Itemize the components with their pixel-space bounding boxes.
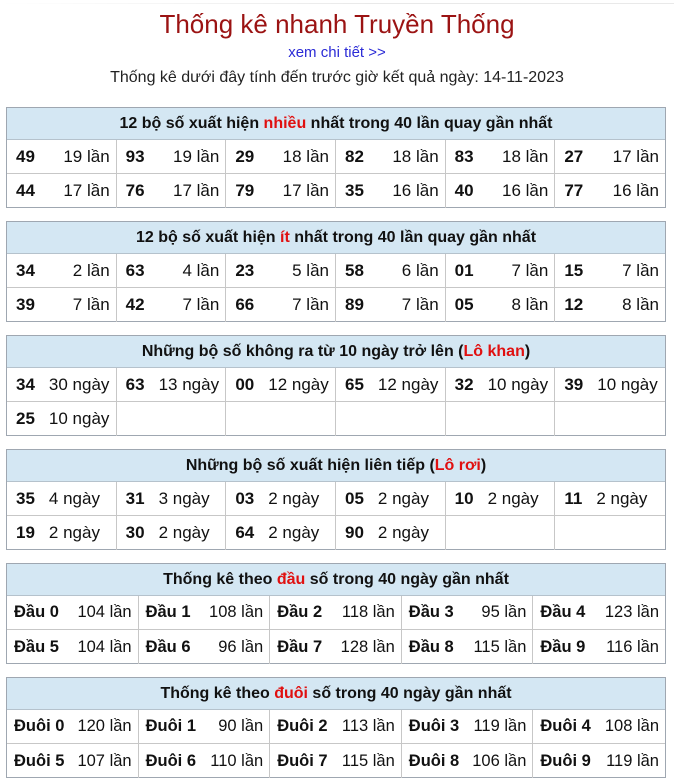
stat-value: 17 lần bbox=[63, 181, 110, 200]
stat-cell bbox=[336, 368, 446, 402]
heading-text: số trong 40 ngày gần nhất bbox=[305, 571, 509, 588]
stat-value: 17 lần bbox=[282, 181, 329, 200]
stat-key: Đầu 8 bbox=[408, 637, 454, 656]
stat-value: 90 lần bbox=[218, 717, 264, 735]
stat-key: Đuôi 0 bbox=[14, 717, 65, 735]
stat-key: 83 bbox=[454, 146, 474, 166]
heading-text: Thống kê theo bbox=[163, 571, 277, 588]
stat-value: 7 lần bbox=[182, 295, 220, 314]
table-heading bbox=[7, 108, 665, 140]
stat-value: 7 lần bbox=[401, 295, 439, 314]
stat-value: 19 lần bbox=[173, 146, 220, 166]
stat-value: 2 ngày bbox=[158, 523, 210, 542]
stat-value: 12 ngày bbox=[377, 374, 439, 394]
stat-cell bbox=[226, 368, 336, 402]
stats-grid bbox=[7, 140, 665, 208]
stat-cell bbox=[446, 140, 556, 174]
stat-key: 63 bbox=[125, 260, 145, 280]
stat-key: 05 bbox=[454, 295, 474, 314]
stat-key: 93 bbox=[125, 146, 145, 166]
stat-key: Đuôi 4 bbox=[540, 717, 591, 735]
stats-table-lo-roi bbox=[6, 449, 666, 550]
stat-cell bbox=[270, 710, 402, 744]
stats-table-least bbox=[6, 221, 666, 322]
stat-cell bbox=[7, 516, 117, 550]
stat-key: 29 bbox=[235, 146, 255, 166]
stat-cell bbox=[7, 288, 117, 322]
stat-value: 2 ngày bbox=[48, 523, 100, 542]
page-header bbox=[0, 0, 674, 89]
stat-cell bbox=[7, 482, 117, 516]
table-heading bbox=[7, 564, 665, 596]
stat-value: 108 lần bbox=[209, 603, 264, 621]
stat-key: 12 bbox=[564, 295, 584, 314]
stat-cell bbox=[117, 254, 227, 288]
stat-key: 23 bbox=[235, 260, 255, 280]
stat-value: 128 lần bbox=[340, 637, 395, 656]
stat-key: 35 bbox=[16, 488, 35, 508]
stat-cell bbox=[139, 596, 271, 630]
stat-cell bbox=[555, 402, 665, 436]
stat-cell bbox=[336, 174, 446, 208]
stat-cell bbox=[555, 174, 665, 208]
stat-value: 30 ngày bbox=[48, 374, 110, 394]
stat-cell bbox=[226, 402, 336, 436]
stat-cell bbox=[555, 288, 665, 322]
stat-cell bbox=[139, 630, 271, 664]
table-heading bbox=[7, 336, 665, 368]
page-title: Thống kê nhanh Truyền Thống bbox=[159, 9, 515, 39]
stats-grid bbox=[7, 368, 665, 436]
stat-cell bbox=[7, 368, 117, 402]
stat-cell bbox=[336, 482, 446, 516]
stat-cell bbox=[226, 288, 336, 322]
heading-text: Thống kê theo bbox=[160, 685, 275, 702]
stat-key: Đuôi 6 bbox=[145, 751, 197, 770]
stat-cell bbox=[7, 710, 139, 744]
stat-key: 30 bbox=[125, 523, 145, 542]
stat-key: Đuôi 3 bbox=[408, 717, 460, 735]
stat-key: Đuôi 2 bbox=[277, 717, 328, 735]
stat-value: 17 lần bbox=[612, 146, 659, 166]
heading-text: nhất trong 40 lần quay gần nhất bbox=[289, 229, 537, 246]
stat-value: 119 lần bbox=[473, 717, 527, 735]
heading-text: 12 bộ số xuất hiện bbox=[119, 115, 264, 132]
stat-key: Đầu 0 bbox=[14, 603, 59, 621]
stat-key: 77 bbox=[564, 181, 584, 200]
heading-highlight: đuôi bbox=[274, 685, 308, 702]
stat-key: 39 bbox=[564, 374, 584, 394]
stat-cell bbox=[555, 482, 665, 516]
stat-cell bbox=[7, 174, 117, 208]
stat-key: Đầu 5 bbox=[14, 637, 59, 656]
stat-cell bbox=[117, 402, 227, 436]
stats-table-dau bbox=[6, 563, 666, 664]
stat-cell bbox=[336, 402, 446, 436]
stat-cell bbox=[117, 140, 227, 174]
stat-value: 8 lần bbox=[511, 295, 549, 314]
stat-value: 6 lần bbox=[401, 260, 439, 280]
table-heading bbox=[7, 450, 665, 482]
heading-text: Những bộ số xuất hiện liên tiếp ( bbox=[185, 457, 435, 474]
stat-key: 49 bbox=[16, 146, 35, 166]
stat-value: 18 lần bbox=[392, 146, 439, 166]
stat-value: 10 ngày bbox=[48, 409, 110, 428]
stat-value: 119 lần bbox=[606, 751, 659, 770]
stats-table-lo-khan bbox=[6, 335, 666, 436]
stat-key: Đầu 7 bbox=[277, 637, 323, 656]
stat-cell bbox=[446, 482, 556, 516]
heading-text: ) bbox=[480, 457, 487, 474]
stat-cell bbox=[533, 744, 665, 778]
stat-cell bbox=[7, 402, 117, 436]
stat-cell bbox=[117, 482, 227, 516]
stat-key: 27 bbox=[564, 146, 584, 166]
stat-cell bbox=[139, 744, 271, 778]
stat-key: 34 bbox=[16, 260, 35, 280]
stat-cell bbox=[226, 174, 336, 208]
stat-cell bbox=[446, 516, 556, 550]
stat-value: 4 lần bbox=[182, 260, 220, 280]
stat-value: 18 lần bbox=[502, 146, 549, 166]
stat-value: 120 lần bbox=[77, 717, 132, 735]
stat-value: 16 lần bbox=[392, 181, 439, 200]
stat-cell bbox=[270, 744, 402, 778]
stat-key: 90 bbox=[344, 523, 364, 542]
stat-value: 12 ngày bbox=[268, 374, 329, 394]
stat-key: Đuôi 8 bbox=[408, 751, 460, 770]
stat-cell bbox=[402, 596, 534, 630]
stat-value: 2 ngày bbox=[596, 488, 648, 508]
stat-value: 2 ngày bbox=[487, 488, 539, 508]
stat-value: 8 lần bbox=[622, 295, 659, 314]
stat-key: 44 bbox=[16, 181, 35, 200]
stat-key: 10 bbox=[454, 488, 474, 508]
stat-cell bbox=[7, 630, 139, 664]
stats-grid bbox=[7, 596, 665, 664]
stat-value: 5 lần bbox=[292, 260, 329, 280]
table-heading bbox=[7, 678, 665, 710]
stat-cell bbox=[7, 140, 117, 174]
stat-cell bbox=[336, 516, 446, 550]
stat-key: 34 bbox=[16, 374, 35, 394]
heading-highlight: Lô rơi bbox=[434, 457, 481, 474]
stat-value: 18 lần bbox=[282, 146, 329, 166]
stat-key: 39 bbox=[16, 295, 35, 314]
stat-value: 17 lần bbox=[173, 181, 220, 200]
page-subtitle: Thống kê dưới đây tính đến trước giờ kết quả ngày: 14-11-2023 bbox=[110, 69, 564, 86]
stat-cell bbox=[533, 596, 665, 630]
stat-value: 96 lần bbox=[218, 637, 264, 656]
stat-key: Đầu 9 bbox=[540, 637, 586, 656]
stat-value: 116 lần bbox=[606, 637, 659, 656]
stat-cell bbox=[7, 744, 139, 778]
stat-cell bbox=[446, 174, 556, 208]
stat-key: 32 bbox=[454, 374, 474, 394]
stat-value: 108 lần bbox=[604, 717, 659, 735]
stat-cell bbox=[270, 596, 402, 630]
stat-cell bbox=[533, 710, 665, 744]
stat-value: 2 ngày bbox=[268, 488, 320, 508]
stat-key: 05 bbox=[344, 488, 364, 508]
heading-text: ) bbox=[524, 343, 531, 360]
stat-value: 10 ngày bbox=[597, 374, 658, 394]
stat-key: 82 bbox=[344, 146, 364, 166]
stat-key: Đuôi 7 bbox=[277, 751, 328, 770]
stat-cell bbox=[117, 368, 227, 402]
stat-cell bbox=[336, 254, 446, 288]
stat-value: 4 ngày bbox=[48, 488, 100, 508]
stat-value: 7 lần bbox=[622, 260, 659, 280]
stat-cell bbox=[402, 630, 534, 664]
stat-key: Đầu 6 bbox=[145, 637, 191, 656]
stat-value: 16 lần bbox=[502, 181, 549, 200]
stat-key: 58 bbox=[344, 260, 364, 280]
stat-value: 7 lần bbox=[511, 260, 549, 280]
stat-value: 2 ngày bbox=[377, 523, 429, 542]
table-heading bbox=[7, 222, 665, 254]
stat-cell bbox=[402, 710, 534, 744]
stat-cell bbox=[446, 368, 556, 402]
stat-key: Đầu 3 bbox=[408, 603, 454, 621]
stat-key: Đầu 1 bbox=[145, 603, 191, 621]
stat-cell bbox=[117, 174, 227, 208]
stat-key: 11 bbox=[564, 488, 583, 508]
heading-text: 12 bộ số xuất hiện bbox=[135, 229, 280, 246]
stat-key: 25 bbox=[16, 409, 35, 428]
stat-key: 64 bbox=[235, 523, 255, 542]
stat-value: 107 lần bbox=[77, 751, 132, 770]
stat-value: 2 ngày bbox=[268, 523, 320, 542]
stat-key: Đuôi 9 bbox=[540, 751, 591, 770]
stat-value: 104 lần bbox=[77, 637, 132, 656]
stat-cell bbox=[7, 254, 117, 288]
stat-cell bbox=[336, 140, 446, 174]
stat-key: 89 bbox=[344, 295, 364, 314]
stat-value: 13 ngày bbox=[158, 374, 220, 394]
heading-highlight: nhiều bbox=[263, 115, 307, 132]
stat-key: 01 bbox=[454, 260, 474, 280]
stats-grid bbox=[7, 482, 665, 550]
stat-cell bbox=[7, 596, 139, 630]
stat-value: 19 lần bbox=[63, 146, 110, 166]
stat-key: 19 bbox=[16, 523, 35, 542]
heading-highlight: Lô khan bbox=[463, 343, 525, 360]
stat-cell bbox=[555, 254, 665, 288]
stat-key: 65 bbox=[344, 374, 364, 394]
stat-cell bbox=[226, 254, 336, 288]
stat-cell bbox=[533, 630, 665, 664]
stat-cell bbox=[226, 482, 336, 516]
stat-cell bbox=[336, 288, 446, 322]
stat-value: 10 ngày bbox=[487, 374, 549, 394]
stat-key: 76 bbox=[125, 181, 145, 200]
stat-key: Đuôi 1 bbox=[145, 717, 197, 735]
stats-table-most bbox=[6, 107, 666, 208]
heading-text: nhất trong 40 lần quay gần nhất bbox=[306, 115, 553, 132]
stat-value: 123 lần bbox=[604, 603, 659, 621]
stat-cell bbox=[226, 140, 336, 174]
stat-key: 31 bbox=[125, 488, 145, 508]
stat-value: 2 ngày bbox=[377, 488, 429, 508]
stat-key: 15 bbox=[564, 260, 584, 280]
heading-text: số trong 40 ngày gần nhất bbox=[307, 685, 512, 702]
stat-value: 2 lần bbox=[72, 260, 110, 280]
stat-value: 115 lần bbox=[473, 637, 527, 656]
stat-key: Đầu 4 bbox=[540, 603, 586, 621]
stat-value: 115 lần bbox=[341, 751, 395, 770]
stat-cell bbox=[555, 516, 665, 550]
stat-value: 113 lần bbox=[341, 717, 395, 735]
stat-cell bbox=[270, 630, 402, 664]
stat-cell bbox=[446, 402, 556, 436]
stat-cell bbox=[555, 140, 665, 174]
stat-value: 110 lần bbox=[210, 751, 264, 770]
stat-cell bbox=[117, 516, 227, 550]
stat-value: 104 lần bbox=[77, 603, 132, 621]
stat-cell bbox=[402, 744, 534, 778]
stat-key: Đuôi 5 bbox=[14, 751, 65, 770]
stat-value: 106 lần bbox=[472, 751, 527, 770]
stat-cell bbox=[446, 288, 556, 322]
stat-cell bbox=[555, 368, 665, 402]
stats-grid bbox=[7, 710, 665, 778]
stat-key: 42 bbox=[125, 295, 145, 314]
stat-key: 35 bbox=[344, 181, 364, 200]
stat-key: 03 bbox=[235, 488, 255, 508]
stat-key: 00 bbox=[235, 374, 255, 394]
stat-key: 66 bbox=[235, 295, 255, 314]
stat-value: 118 lần bbox=[341, 603, 395, 621]
stat-key: 63 bbox=[125, 374, 145, 394]
heading-text: Những bộ số không ra từ 10 ngày trở lên ( bbox=[141, 343, 464, 360]
stat-value: 16 lần bbox=[612, 181, 659, 200]
stat-value: 7 lần bbox=[292, 295, 329, 314]
view-detail-link[interactable]: xem chi tiết >> bbox=[288, 44, 386, 61]
stat-cell bbox=[117, 288, 227, 322]
stats-table-duoi bbox=[6, 677, 666, 778]
stat-cell bbox=[446, 254, 556, 288]
stat-key: 40 bbox=[454, 181, 474, 200]
stat-value: 95 lần bbox=[481, 603, 527, 621]
stat-cell bbox=[139, 710, 271, 744]
stat-key: Đầu 2 bbox=[277, 603, 323, 621]
heading-highlight: ít bbox=[280, 229, 290, 246]
stat-cell bbox=[226, 516, 336, 550]
stat-value: 3 ngày bbox=[158, 488, 210, 508]
stats-grid bbox=[7, 254, 665, 322]
top-divider bbox=[0, 3, 674, 4]
stat-key: 79 bbox=[235, 181, 255, 200]
stat-value: 7 lần bbox=[72, 295, 110, 314]
heading-highlight: đầu bbox=[276, 571, 306, 588]
